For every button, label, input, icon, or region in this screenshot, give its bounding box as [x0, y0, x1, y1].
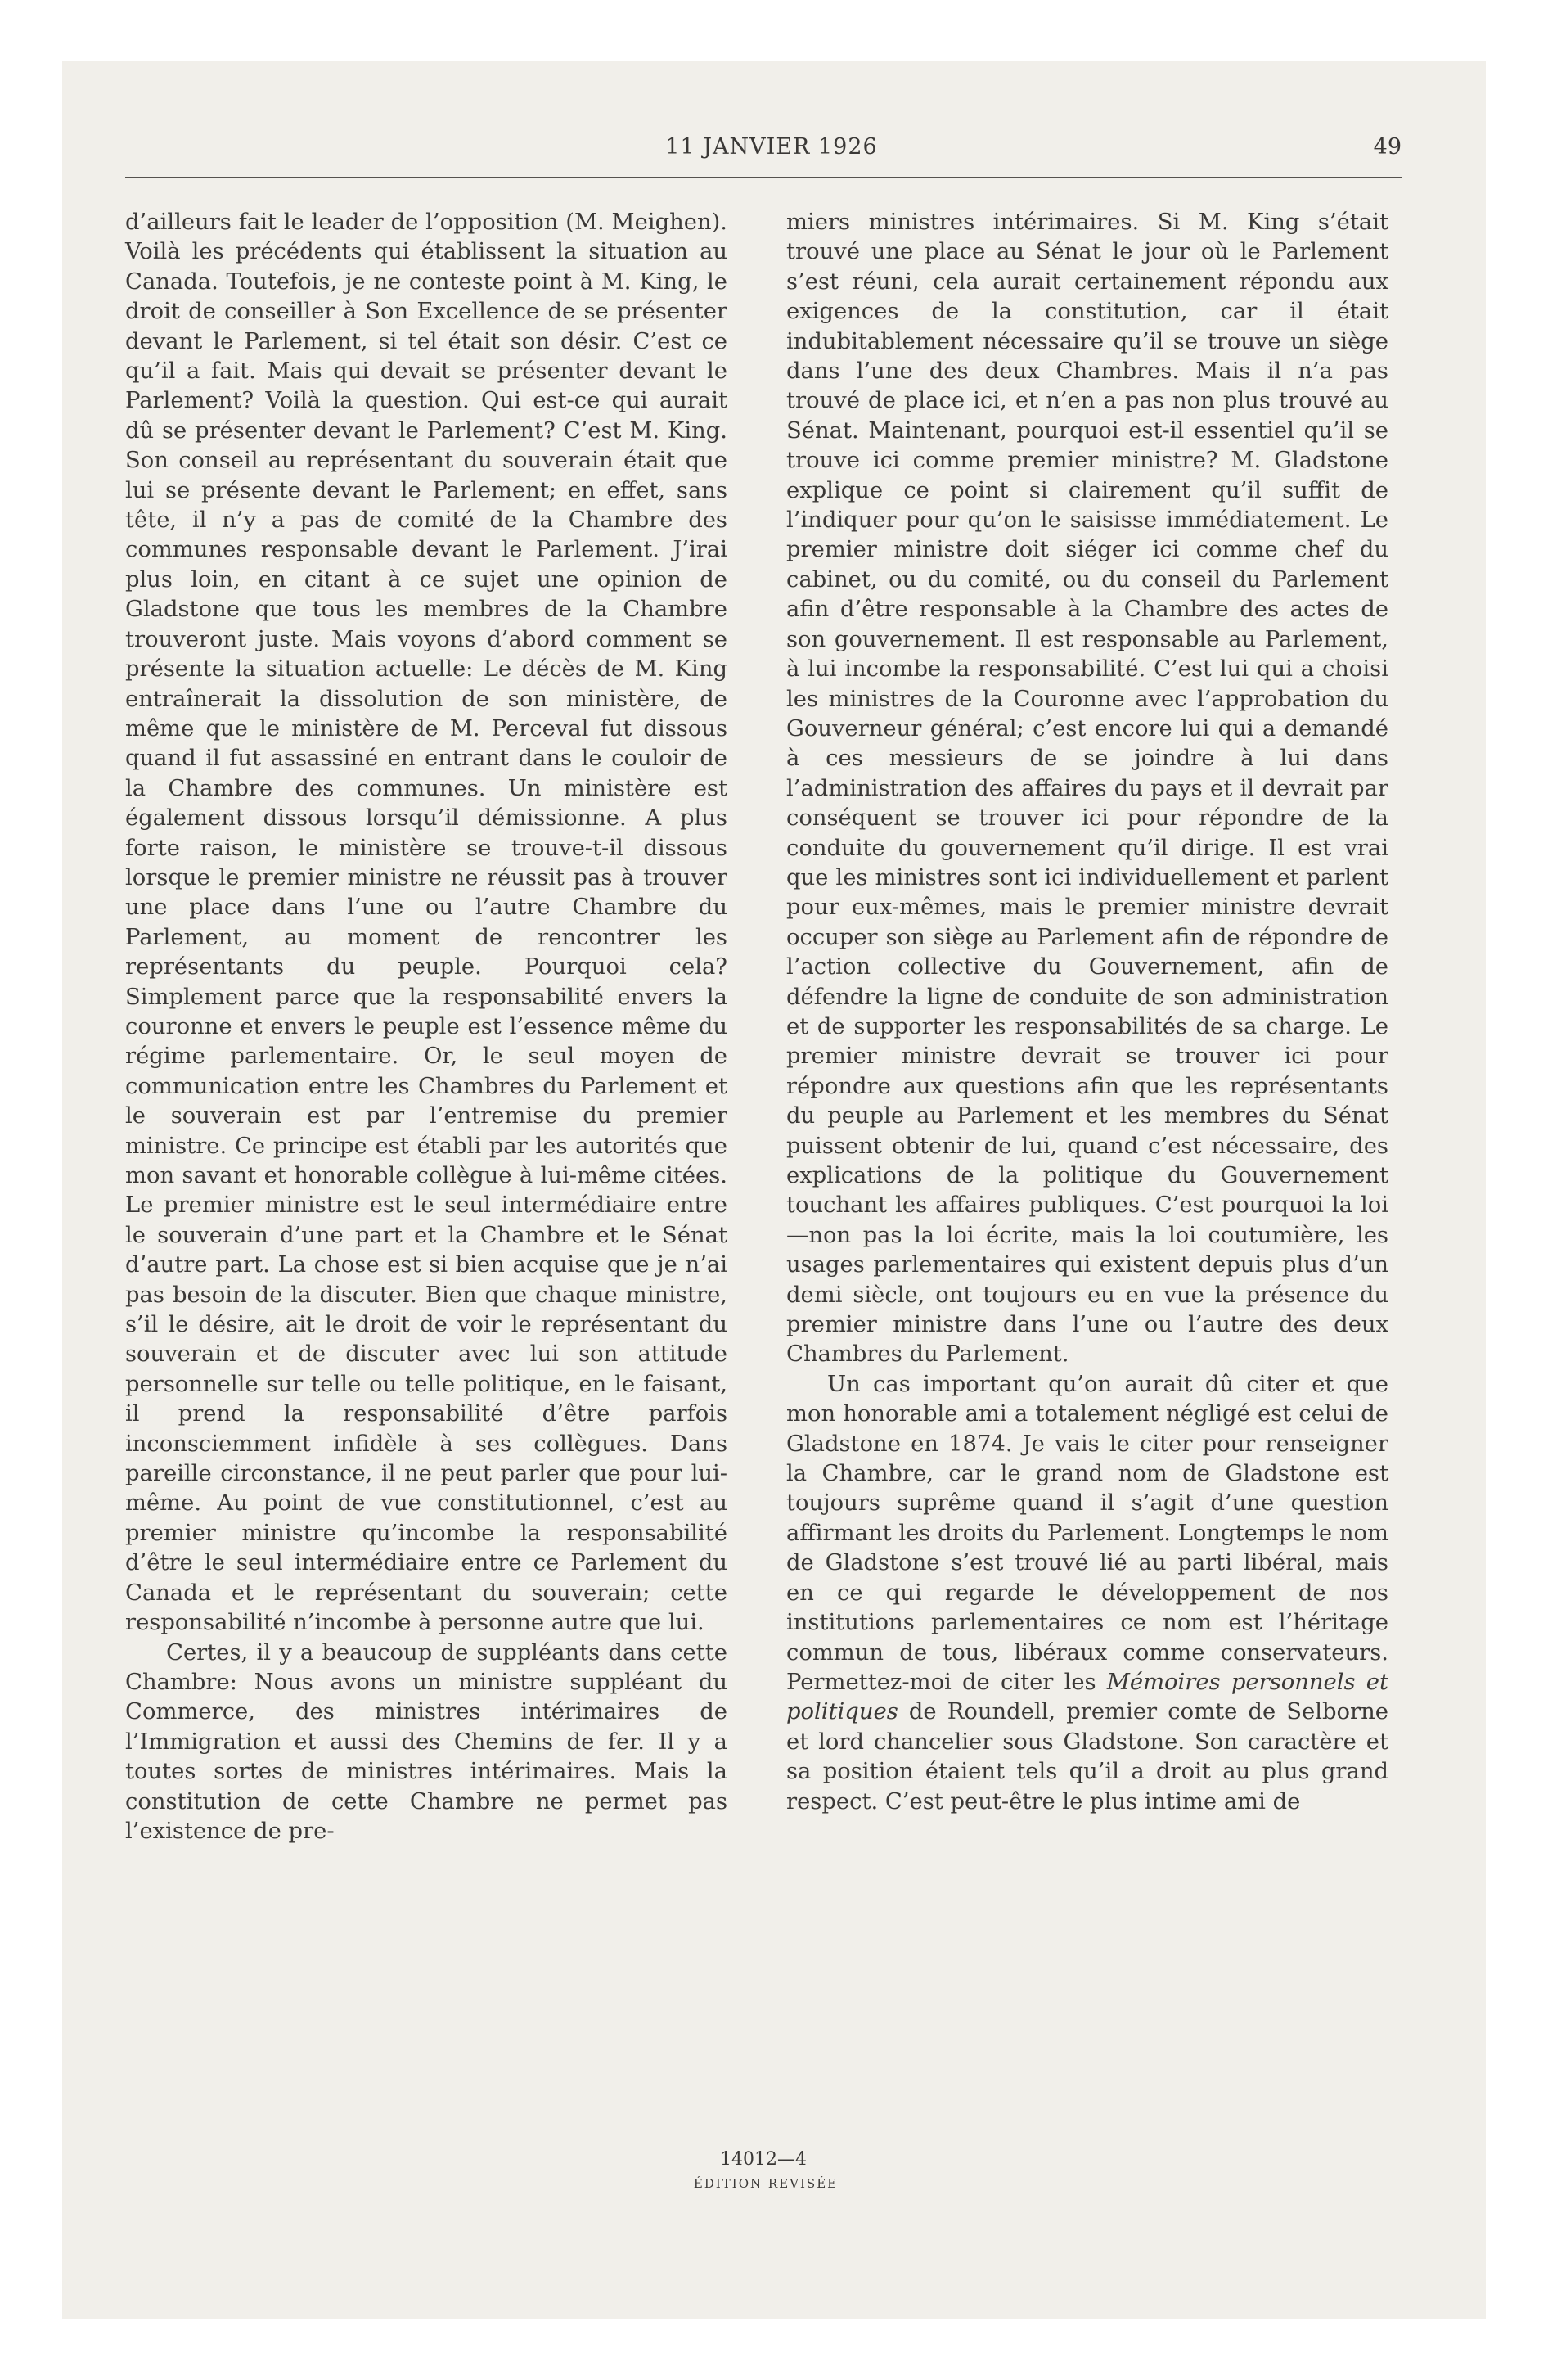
- left-column: [125, 208, 727, 1846]
- book-title: Mémoires personnels et politiques: [786, 1669, 1388, 1725]
- page-content: [125, 119, 1402, 2329]
- right-paragraph-2-text-b: de Roundell, premier comte de Selborne et lord chancelier sous Gladstone. Son caractère et sa position étaient tels qu’il a droit au plus grand respect. C’est peut-être le plus intime ami de: [786, 1699, 1388, 1814]
- left-paragraph-2: Certes, il y a beaucoup de suppléants dans cette Chambre: Nous avons un ministre suppléant du Commerce, des ministres intérimaires de l’Immigration et aussi des Chemins de fer. Il y a toutes sortes de ministres intérimaires. Mais la constitution de cette Chambre ne permet pas l’existence de pre-: [125, 1639, 727, 1844]
- header-rule: [125, 177, 1402, 178]
- page-footer: [125, 2149, 1402, 2191]
- page-header: [125, 134, 1402, 170]
- edition-label: ÉDITION REVISÉE: [693, 2176, 839, 2191]
- right-paragraph-2: [786, 1370, 1388, 1817]
- left-paragraph-1: d’ailleurs fait le leader de l’opposition (M. Meighen). Voilà les précédents qui établissent la situation au Canada. Toutefois, je ne conteste point à M. King, le droit de conseiller à Son Excellence de se présenter devant le Parlement, si tel était son désir. C’est ce qu’il a fait. Mais qui devait se présenter devant le Parlement? Voilà la question. Qui est-ce qui aurait dû se présenter devant le Parlement? C’est M. King. Son conseil au représentant du souverain était que lui se présente devant le Parlement; en effet, sans tête, il n’y a pas de comité de la Chambre des communes responsable devant le Parlement. J’irai plus loin, en citant à ce sujet une opinion de Gladstone que tous les membres de la Chambre trouveront juste. Mais voyons d’abord comment se présente la situation actuelle: Le décès de M. King entraînerait la dissolution de son ministère, de même que le ministère de M. Perceval fut dissous quand il fut assassiné en entrant dans le couloir de la Chambre des communes. Un ministère est également dissous lorsqu’il démissionne. A plus forte raison, le ministère se trouve-t-il dissous lorsque le premier ministre ne réussit pas à trouver une place dans l’une ou l’autre Chambre du Parlement, au moment de rencontrer les représentants du peuple. Pourquoi cela? Simplement parce que la responsabilité envers la couronne et envers le peuple est l’essence même du régime parlementaire. Or, le seul moyen de communication entre les Chambres du Parlement et le souverain est par l’entremise du premier ministre. Ce principe est établi par les autorités que mon savant et honorable collègue à lui-même citées. Le premier ministre est le seul intermédiaire entre le souverain d’une part et la Chambre et le Sénat d’autre part. La chose est si bien acquise que je n’ai pas besoin de la discuter. Bien que chaque ministre, s’il le désire, ait le droit de voir le représentant du souverain et de discuter avec lui son attitude personnelle sur telle ou telle politique, en le faisant, il prend la responsabilité d’être parfois inconsciemment infidèle à ses collègues. Dans pareille circonstance, il ne peut parler que pour lui-même. Au point de vue constitutionnel, c’est au premier ministre qu’incombe la responsabilité d’être le seul intermédiaire entre ce Parlement du Canada et le représentant du souverain; cette responsabilité n’incombe à personne autre que lui.: [125, 210, 727, 1636]
- right-paragraph-2-text-a: Un cas important qu’on aurait dû citer et que mon honorable ami a totalement négligé est celui de Gladstone en 1874. Je vais le citer pour renseigner la Chambre, car le grand nom de Gladstone est toujours suprême quand il s’agit d’une question affirmant les droits du Parlement. Longtemps le nom de Gladstone s’est trouvé lié au parti libéral, mais en ce qui regarde le développement de nos institutions parlementaires ce nom est l’héritage commun de tous, libéraux comme conservateurs. Permettez-moi de citer les: [786, 1371, 1388, 1695]
- header-date: 11 JANVIER 1926: [665, 134, 878, 160]
- right-column: [786, 208, 1388, 1817]
- page-number: 49: [1373, 134, 1402, 160]
- signature-code: 14012—4: [720, 2149, 807, 2170]
- right-paragraph-1: miers ministres intérimaires. Si M. King s’était trouvé une place au Sénat le jour où le Parlement s’est réuni, cela aurait certainement répondu aux exigences de la constitution, car il était indubitablement nécessaire qu’il se trouve un siège dans l’une des deux Chambres. Mais il n’a pas trouvé de place ici, et n’en a pas non plus trouvé au Sénat. Maintenant, pourquoi est-il essentiel qu’il se trouve ici comme premier ministre? M. Gladstone explique ce point si clairement qu’il suffit de l’indiquer pour qu’on le saisisse immédiatement. Le premier ministre doit siéger ici comme chef du cabinet, ou du comité, ou du conseil du Parlement afin d’être responsable à la Chambre des actes de son gouvernement. Il est responsable au Parlement, à lui incombe la responsabilité. C’est lui qui a choisi les ministres de la Couronne avec l’approbation du Gouverneur général; c’est encore lui qui a demandé à ces messieurs de se joindre à lui dans l’administration des affaires du pays et il devrait par conséquent se trouver ici pour répondre de la conduite du gouvernement qu’il dirige. Il est vrai que les ministres sont ici individuellement et parlent pour eux-mêmes, mais le premier ministre devrait occuper son siège au Parlement afin de répondre de l’action collective du Gouvernement, afin de défendre la ligne de conduite de son administration et de supporter les responsabilités de sa charge. Le premier ministre devrait se trouver ici pour répondre aux questions afin que les représentants du peuple au Parlement et les membres du Sénat puissent obtenir de lui, quand c’est nécessaire, des explications de la politique du Gouvernement touchant les affaires publiques. C’est pourquoi la loi—non pas la loi écrite, mais la loi coutumière, les usages parlementaires qui existent depuis plus d’un demi siècle, ont toujours eu en vue la présence du premier ministre dans l’une ou l’autre des deux Chambres du Parlement.: [786, 210, 1388, 1368]
